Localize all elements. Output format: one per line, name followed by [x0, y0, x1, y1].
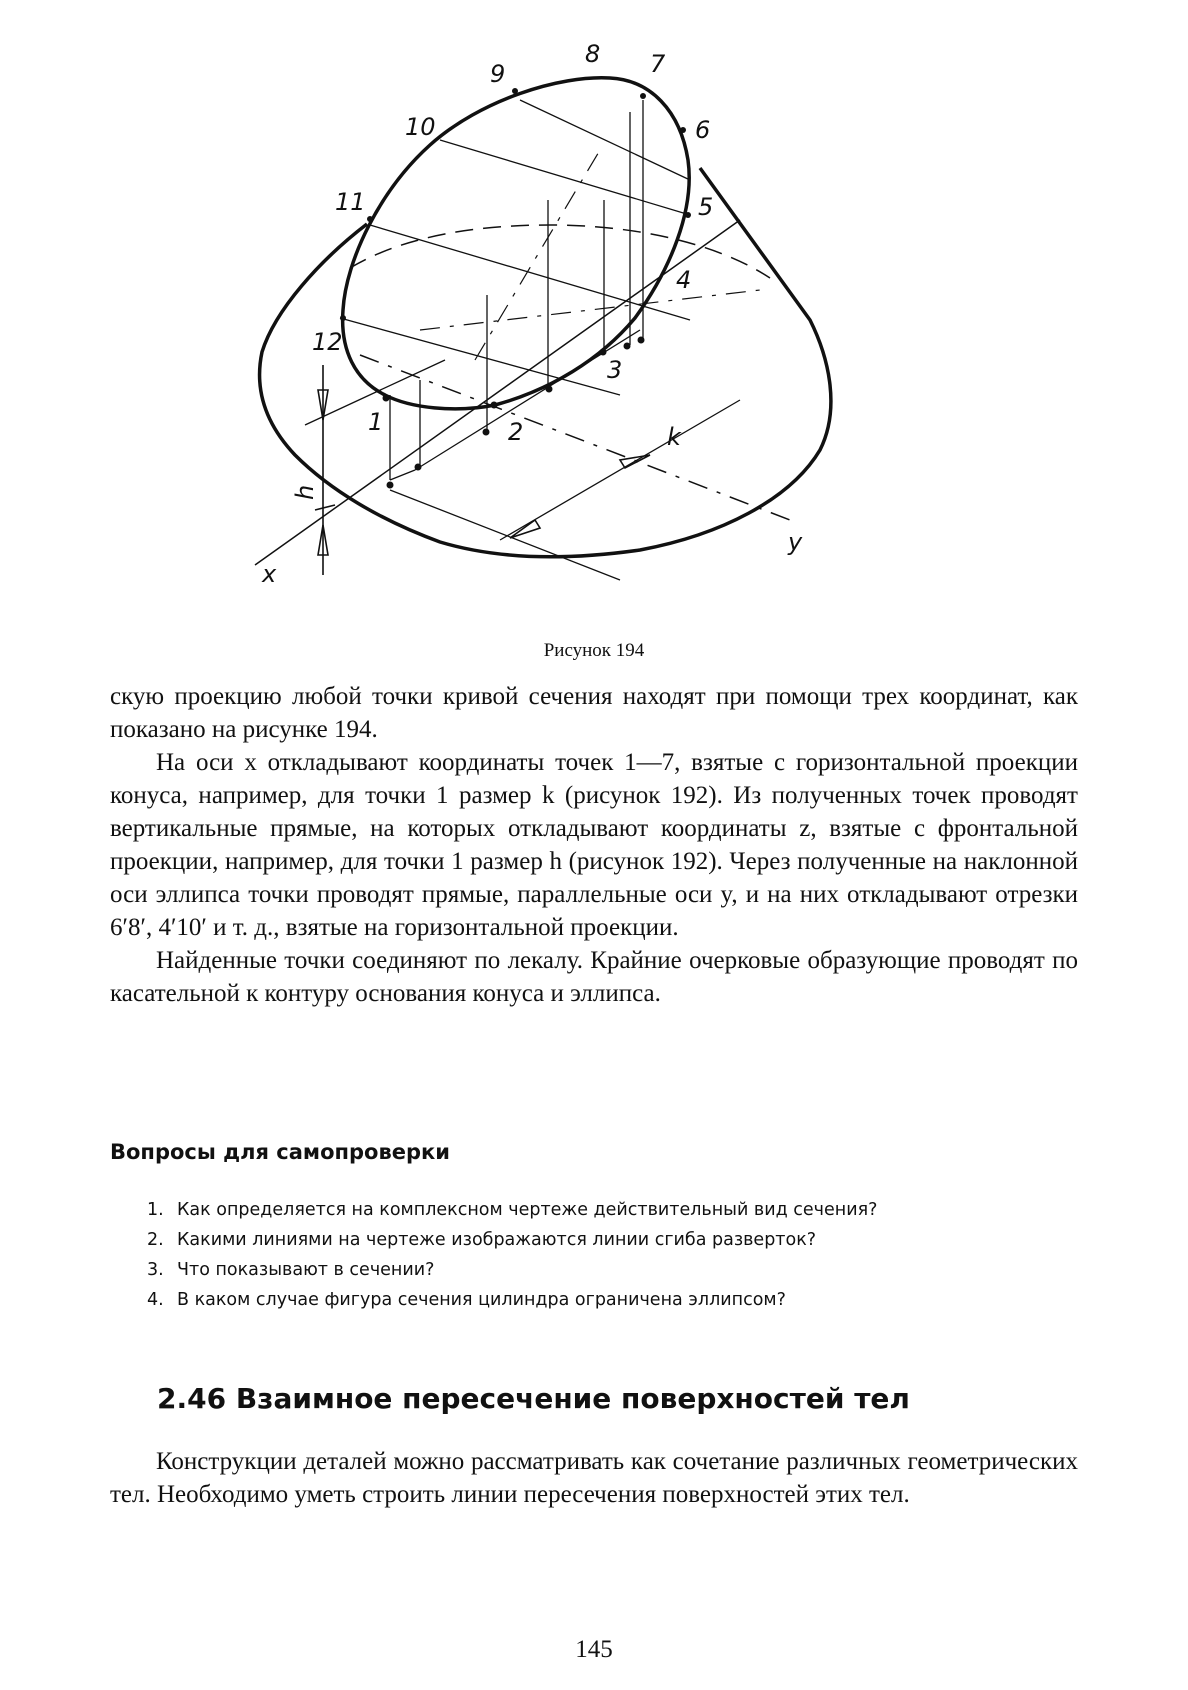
construction-lines — [305, 100, 740, 580]
section-body — [110, 1445, 1078, 1511]
cone-section-drawing — [240, 40, 940, 650]
point-label-11: 11 — [335, 188, 366, 216]
question-text: Как определяется на комплексном чертеже действительный вид сечения? — [177, 1200, 878, 1220]
h-dimension-arrow — [315, 365, 335, 575]
paragraph-1: скую проекцию любой точки кривой сечения находят при помощи трех координат, как показано на рисунке 194. — [110, 683, 1078, 743]
point-label-4: 4 — [676, 266, 692, 294]
point-label-1: 1 — [368, 408, 384, 436]
question-item — [147, 1225, 877, 1255]
axis-center — [475, 150, 600, 360]
paragraph-2: На оси x откладывают координаты точек 1—7, взятые с горизонтальной проекции конуса, например, для точки 1 размер k (рисунок 192). Из полученных точек проводят вертикальные прямые, на которых откладывают координаты z, взятые с фронтальной проекции, например, для точки 1 размер h (рисунок 192). Через полученные на наклонной оси эллипса точки проводят прямые, параллельные оси y, и на них откладывают отрезки 6′8′, 4′10′ и т. д., взятые на горизонтальной проекции. — [110, 749, 1078, 941]
point-label-6: 6 — [695, 116, 711, 144]
question-number: 4. — [147, 1290, 164, 1310]
question-item — [147, 1255, 877, 1285]
dimension-label-k: k — [667, 423, 681, 451]
point-label-7: 7 — [650, 50, 666, 78]
figure-caption: Рисунок 194 — [543, 640, 645, 661]
k-dimension-arrow — [510, 455, 650, 538]
section-paragraph: Конструкции деталей можно рассматривать как сочетание различных геометрических тел. Необходимо уметь строить линии пересечения поверхностей этих тел. — [110, 1448, 1078, 1508]
question-number: 2. — [147, 1230, 164, 1250]
question-number: 1. — [147, 1200, 164, 1220]
point-label-3: 3 — [607, 356, 623, 384]
question-text: В каком случае фигура сечения цилиндра ограничена эллипсом? — [177, 1290, 786, 1310]
point-label-10: 10 — [405, 113, 436, 141]
question-item — [147, 1195, 877, 1225]
axis-ellipse-dashdot — [420, 290, 760, 330]
question-item — [147, 1285, 877, 1315]
dimension-label-h: h — [291, 484, 319, 500]
body-text — [110, 680, 1078, 1010]
axis-label-x: x — [262, 560, 277, 588]
figure-194 — [240, 40, 940, 650]
hidden-base-arc — [350, 225, 770, 278]
questions-heading: Вопросы для самопроверки — [110, 1140, 450, 1164]
paragraph-3: Найденные точки соединяют по лекалу. Крайние очерковые образующие проводят по касательной к контуру основания конуса и эллипса. — [110, 947, 1078, 1007]
point-label-12: 12 — [312, 328, 343, 356]
axis-y-dashed — [360, 355, 790, 520]
point-label-9: 9 — [490, 60, 506, 88]
point-label-2: 2 — [508, 418, 524, 446]
point-label-5: 5 — [698, 193, 714, 221]
axis-label-y: y — [788, 528, 803, 556]
point-label-8: 8 — [585, 40, 601, 68]
section-heading: 2.46 Взаимное пересечение поверхностей тел — [157, 1382, 910, 1415]
cone-outline — [260, 168, 831, 557]
question-text: Что показывают в сечении? — [177, 1260, 435, 1280]
question-text: Какими линиями на чертеже изображаются линии сгиба разверток? — [177, 1230, 817, 1250]
page-number: 145 — [575, 1636, 613, 1663]
section-ellipse — [343, 78, 690, 409]
questions-list — [147, 1195, 877, 1315]
question-number: 3. — [147, 1260, 164, 1280]
